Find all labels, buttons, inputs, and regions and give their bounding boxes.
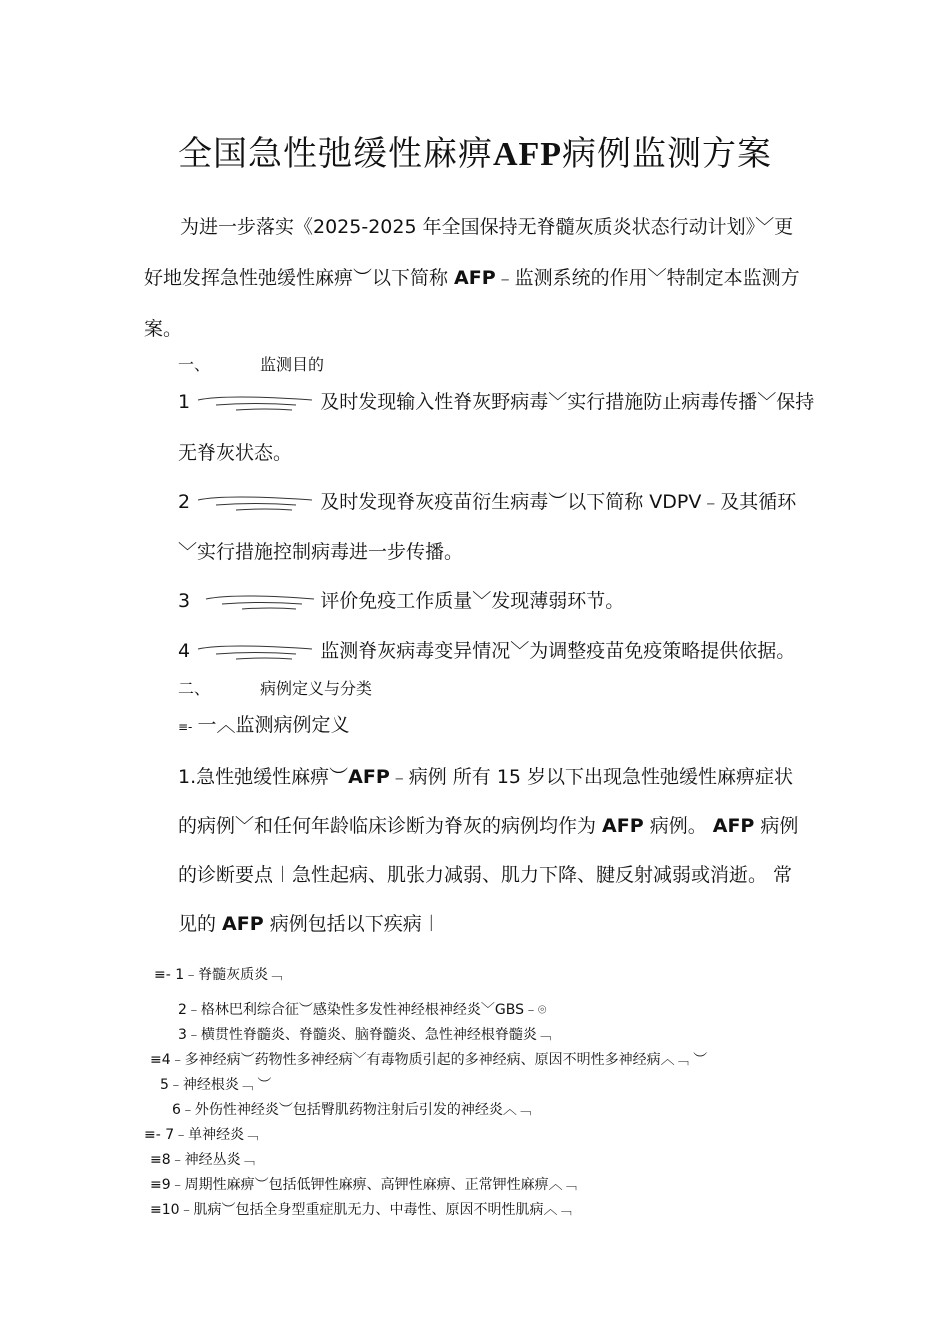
document-title: 全国急性弛缓性麻痹AFP病例监测方案	[177, 134, 773, 174]
definition-line-1: 1.急性弛缓性麻痹︶AFP﹣病例 所有 15 岁以下出现急性弛缓性麻痹症状	[178, 766, 794, 788]
disease-item: ≡10﹣肌病︶包括全身型重症肌无力、中毒性、原因不明性肌病︿﹁	[150, 1202, 572, 1218]
disease-item: ≡8﹣神经丛炎﹁	[150, 1152, 255, 1168]
purpose-1-text: 及时发现输入性脊灰野病毒﹀实行措施防止病毒传播﹀保持	[320, 391, 815, 413]
disease-item: ≡- 1﹣脊髓灰质炎﹁	[154, 967, 283, 983]
intro-line-2: 好地发挥急性弛缓性麻痹︶以下简称 AFP﹣监测系统的作用﹀特制定本监测方	[144, 267, 800, 289]
wave-decoration-icon	[196, 591, 314, 613]
disease-item: ≡9﹣周期性麻痹︶包括低钾性麻痹、高钾性麻痹、正常钾性麻痹︿﹁	[150, 1177, 577, 1193]
section-1-title: 监测目的	[260, 355, 325, 374]
section-1-number: 一、	[178, 355, 211, 374]
intro-line-1: 为进一步落实《2025-2025 年全国保持无脊髓灰质炎状态行动计划》﹀更	[180, 216, 794, 238]
disease-item: 2﹣格林巴利综合征︶感染性多发性神经根神经炎﹀GBS﹣⌾	[178, 1002, 547, 1018]
purpose-3	[178, 586, 624, 613]
section-2-number: 二、	[178, 679, 211, 698]
disease-item: ≡4﹣多神经病︶药物性多神经病﹀有毒物质引起的多神经病、原因不明性多神经病︿﹁ ︶	[150, 1052, 708, 1068]
disease-item: 6﹣外伤性神经炎︶包括臀肌药物注射后引发的神经炎︿﹁	[172, 1102, 531, 1118]
purpose-4	[178, 636, 795, 663]
purpose-1-number: 1	[178, 391, 191, 413]
purpose-4-text: 监测脊灰病毒变异情况﹀为调整疫苗免疫策略提供依据。	[320, 640, 796, 662]
purpose-2-number: 2	[178, 491, 191, 513]
purpose-3-number: 3	[178, 590, 191, 612]
purpose-2-continued: ﹀实行措施控制病毒进一步传播。	[178, 541, 464, 563]
wave-decoration-icon	[196, 492, 314, 514]
subsection-prefix: ≡-	[178, 720, 193, 734]
definition-line-3: 的诊断要点︱急性起病、肌张力减弱、肌力下降、腱反射减弱或消逝。 常	[178, 864, 793, 886]
disease-item: 5﹣神经根炎﹁ ︶	[160, 1077, 272, 1093]
purpose-3-text: 评价免疫工作质量﹀发现薄弱环节。	[320, 590, 625, 612]
subsection-heading	[178, 710, 350, 737]
disease-item: 3﹣横贯性脊髓炎、脊髓炎、脑脊髓炎、急性神经根脊髓炎﹁	[178, 1027, 551, 1043]
wave-decoration-icon	[196, 392, 314, 414]
intro-line-3: 案。	[144, 318, 183, 340]
purpose-4-number: 4	[178, 640, 191, 662]
definition-line-2: 的病例﹀和任何年龄临床诊断为脊灰的病例均作为 AFP 病例。 AFP 病例	[178, 815, 799, 837]
purpose-1-continued: 无脊灰状态。	[178, 442, 293, 464]
wave-decoration-icon	[196, 641, 314, 663]
purpose-1	[178, 387, 814, 414]
subsection-label: 一︿监测病例定义	[197, 714, 350, 736]
disease-item: ≡- 7﹣单神经炎﹁	[144, 1127, 259, 1143]
section-2-title: 病例定义与分类	[260, 679, 373, 698]
purpose-2	[178, 487, 796, 514]
purpose-2-text: 及时发现脊灰疫苗衍生病毒︶以下简称 VDPV﹣及其循环	[320, 491, 797, 513]
definition-line-4: 见的 AFP 病例包括以下疾病︱	[178, 913, 441, 935]
